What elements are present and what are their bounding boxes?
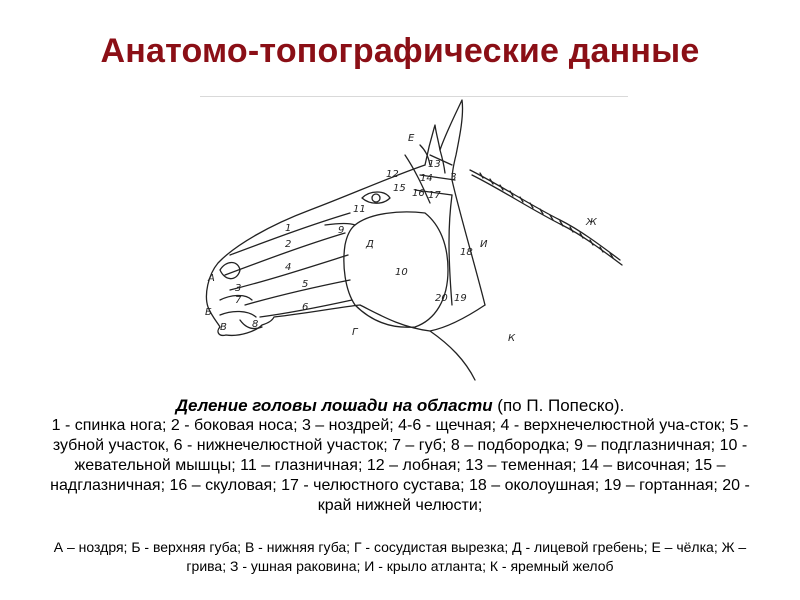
region-17: 17 (428, 190, 441, 201)
region-18: 18 (460, 247, 473, 258)
region-9: 9 (338, 225, 345, 236)
region-1: 1 (285, 223, 292, 234)
label-d: Д (366, 239, 374, 250)
label-zh: Ж (586, 217, 597, 228)
throat-line (430, 331, 475, 380)
region-4: 4 (285, 262, 292, 273)
page-title: Анатомо-топографические данные (100, 32, 700, 70)
region-2: 2 (285, 239, 292, 250)
region-15: 15 (393, 183, 406, 194)
figure-caption (40, 396, 760, 516)
caption-heading (40, 396, 760, 416)
region-12: 12 (386, 169, 399, 180)
label-i: И (480, 239, 488, 250)
region-16: 16 (412, 188, 425, 199)
caption-heading-normal: (по П. Попеско). (492, 396, 625, 415)
label-b: Б (205, 307, 212, 318)
region-14: 14 (420, 173, 433, 184)
label-v: В (220, 322, 227, 333)
label-z: З (450, 172, 457, 183)
region-10: 10 (395, 267, 408, 278)
region-6: 6 (302, 302, 309, 313)
head-outline (206, 165, 485, 335)
region-3: 3 (235, 283, 242, 294)
label-e: Е (408, 133, 415, 144)
region-20: 20 (435, 293, 448, 304)
region-5: 5 (302, 279, 309, 290)
region-8: 8 (252, 319, 259, 330)
label-a: А (208, 273, 215, 284)
label-k: К (508, 333, 516, 344)
region-13: 13 (428, 159, 441, 170)
region-11: 11 (353, 204, 366, 215)
caption-text: 1 - спинка нога; 2 - боковая носа; 3 – ноздрей; 4-6 - щечная; 4 - верхнечелюстной уча-сток; 5 - зубной участок, 6 - нижнечелюстной участок; 7 – губ; 8 – подбородка; 9 – подглазничная; 10 - жевательной мышцы; 11 – глазничная; 12 – лобная; 13 – теменная; 14 – височная; 15 – надглазничная; 16 – скуловая; 17 - челюстного сустава; 18 – околоушная; 19 – гортанная; 20 - край нижней челюсти; (50, 417, 750, 514)
region-19: 19 (454, 293, 467, 304)
label-g: Г (352, 327, 358, 338)
region-7: 7 (235, 295, 242, 306)
horse-head-diagram (190, 95, 640, 395)
figure-legend: А – ноздря; Б - верхняя губа; В - нижняя губа; Г - сосудистая вырезка; Д - лицевой гребень; Е – чёлка; Ж – грива; З - ушная раковина; И - крыло атланта; К - яремный желоб (53, 539, 747, 574)
caption-heading-bold: Деление головы лошади на области (175, 396, 493, 415)
